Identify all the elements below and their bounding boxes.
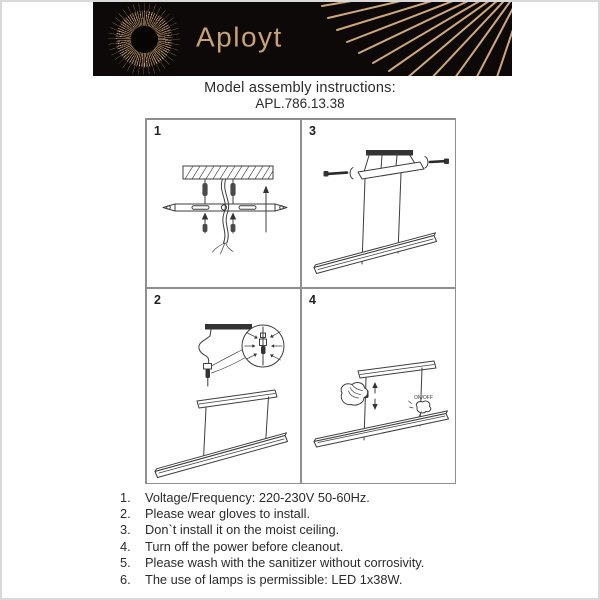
ceiling-canopy <box>358 150 424 179</box>
linear-lamp-bar <box>155 433 288 478</box>
wall-anchors <box>202 179 235 204</box>
screws-upward <box>202 213 236 234</box>
instruction-number: 2. <box>120 506 131 522</box>
canopy-screw-diagram <box>302 120 455 287</box>
brand-banner <box>93 2 512 76</box>
panel-number: 3 <box>309 124 316 138</box>
instruction-item <box>120 522 520 538</box>
instruction-text: Turn off the power before cleanout. <box>145 538 344 554</box>
instruction-item <box>120 489 520 505</box>
ceiling <box>183 166 273 179</box>
instruction-number: 3. <box>120 522 131 538</box>
panel-number: 1 <box>154 124 161 138</box>
cable-hook <box>199 336 245 386</box>
onoff-label: ON/OFF <box>414 395 433 401</box>
up-down-arrows <box>372 382 377 410</box>
cable-gripper-diagram <box>147 289 300 483</box>
linear-lamp-bar <box>314 233 437 274</box>
sunburst-logo-icon <box>109 4 179 74</box>
assembly-step-panel-1 <box>146 119 301 288</box>
instruction-number: 4. <box>120 538 131 554</box>
power-wire <box>213 179 234 254</box>
instruction-text: Voltage/Frequency: 220-230V 50-60Hz. <box>145 489 370 505</box>
assembly-step-panel-3 <box>301 119 456 288</box>
instruction-number: 1. <box>120 489 131 505</box>
magnified-detail-circle <box>242 325 284 367</box>
model-number: APL.786.13.38 <box>255 96 345 111</box>
panel-number: 4 <box>309 293 316 307</box>
adjusting-hand <box>341 383 367 406</box>
instruction-number: 6. <box>120 571 131 587</box>
instruction-text: The use of lamps is permissible: LED 1x38W. <box>145 571 403 587</box>
instruction-item <box>120 538 520 554</box>
instruction-item <box>120 571 520 587</box>
instruction-item <box>120 505 520 521</box>
instruction-number: 5. <box>120 555 131 571</box>
brand-wordmark: Aployt <box>196 21 283 53</box>
instruction-text: Please wear gloves to install. <box>145 506 311 522</box>
ceiling-bracket-diagram <box>147 120 300 287</box>
assembly-step-panel-4 <box>301 288 456 484</box>
instruction-list <box>120 489 520 587</box>
assembly-step-panel-2 <box>146 288 301 484</box>
assembly-diagram-grid <box>145 118 456 484</box>
instruction-item <box>120 555 520 571</box>
upper-rail <box>358 361 436 378</box>
panel-number: 2 <box>154 293 161 307</box>
page-title: Model assembly instructions: <box>204 80 396 96</box>
upper-rail <box>197 390 277 408</box>
height-adjust-diagram <box>302 289 455 483</box>
decorative-rays-icon <box>312 2 512 76</box>
instruction-text: Please wash with the sanitizer without corrosivity. <box>145 555 425 571</box>
linear-lamp-bar <box>314 411 449 447</box>
ceiling-canopy <box>205 324 252 336</box>
instruction-text: Don`t install it on the moist ceiling. <box>145 522 340 538</box>
